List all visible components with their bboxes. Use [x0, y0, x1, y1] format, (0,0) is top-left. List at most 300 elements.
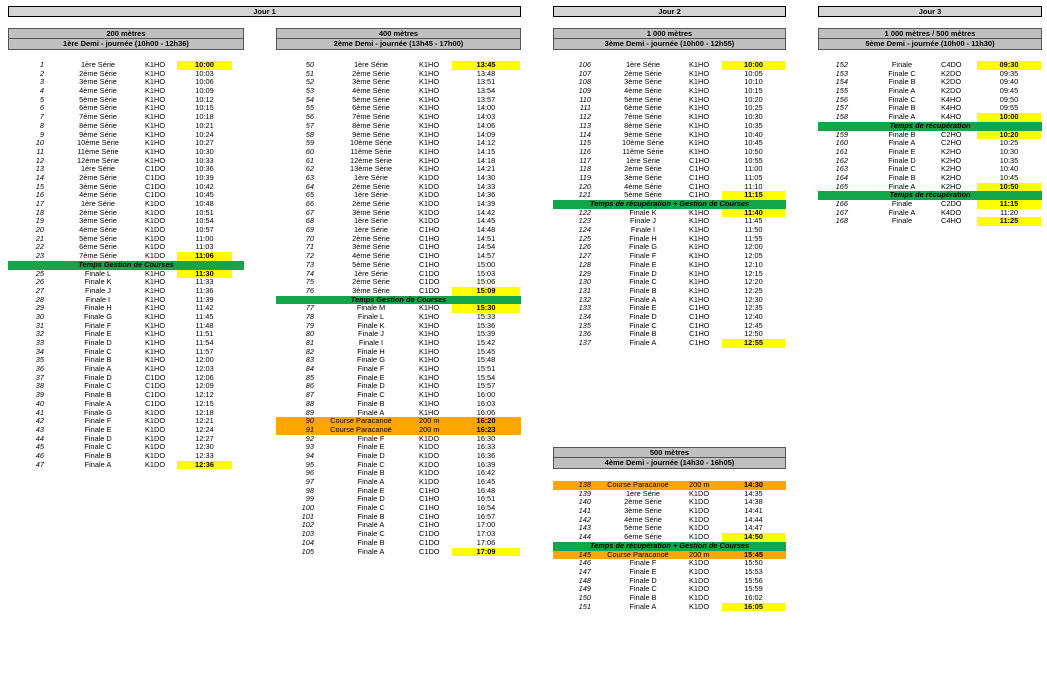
race-number: 8	[39, 120, 44, 130]
race-number: 83	[305, 355, 314, 365]
race-number: 11	[36, 146, 44, 156]
race-time: 10:55	[744, 155, 763, 165]
race-event: Finale B	[357, 511, 385, 521]
race-time: 10:00	[977, 113, 1041, 122]
race-category: K1HO	[145, 129, 166, 139]
race-category: K2HO	[941, 146, 962, 156]
race-number: 136	[578, 329, 591, 339]
race-category: K1HO	[145, 320, 166, 330]
race-event: 3ème Série	[352, 77, 390, 87]
race-number: 154	[835, 77, 848, 87]
race-time: 11:55	[744, 233, 763, 243]
race-event: Finale C	[888, 94, 916, 104]
race-time: 10:45	[195, 190, 214, 200]
race-event: 11ème Série	[622, 146, 664, 156]
race-category: K1HO	[419, 138, 440, 148]
race-number: 9	[39, 129, 44, 139]
race-category: C1DO	[419, 529, 440, 539]
race-number: 115	[579, 138, 591, 148]
race-time: 13:45	[452, 61, 520, 70]
race-event: Finale C	[629, 277, 657, 287]
race-category: K1DO	[419, 172, 440, 182]
race-number: 37	[35, 372, 44, 382]
race-event: Finale A	[84, 398, 112, 408]
race-category: C4DO	[941, 60, 962, 69]
race-category: K1HO	[689, 94, 710, 104]
race-category: K1HO	[419, 320, 440, 330]
race-number: 14	[35, 172, 44, 182]
race-event: 5ème Série	[79, 94, 117, 104]
race-number: 33	[35, 338, 44, 347]
race-number: 107	[578, 68, 591, 78]
race-time: 09:35	[999, 68, 1019, 78]
race-category: C1HO	[419, 242, 440, 252]
race-category: K1HO	[689, 285, 710, 295]
race-time: 11:51	[195, 329, 214, 339]
section-title: 200 mètres	[8, 28, 244, 39]
section-header-200m	[8, 28, 244, 50]
race-time: 16:30	[476, 433, 496, 443]
race-event: Finale C	[357, 503, 385, 513]
race-event: Finale F	[357, 433, 385, 443]
race-category: K1HO	[689, 120, 710, 130]
race-time: 15:33	[476, 311, 496, 321]
race-category: K1HO	[419, 329, 440, 339]
race-number: 17	[35, 199, 44, 208]
race-event: Finale E	[629, 259, 657, 269]
race-category: K1DO	[689, 601, 710, 611]
race-number: 160	[835, 138, 848, 148]
break-row: Temps Gestion de Courses	[8, 261, 244, 270]
race-number: 69	[305, 225, 314, 235]
race-event: Finale D	[888, 155, 916, 165]
race-number: 55	[305, 103, 314, 113]
race-time: 12:12	[195, 390, 214, 400]
race-category: K1DO	[419, 433, 440, 443]
race-number: 109	[578, 86, 591, 96]
race-number: 30	[35, 311, 44, 321]
race-category: K1HO	[145, 294, 166, 304]
race-category: K1HO	[419, 60, 440, 69]
race-time: 10:25	[744, 103, 763, 113]
race-time: 10:50	[744, 146, 763, 156]
race-number: 72	[305, 251, 314, 261]
race-number: 20	[35, 225, 44, 235]
race-category: C1HO	[689, 172, 710, 182]
race-category: K1HO	[689, 112, 710, 122]
race-time: 11:25	[977, 217, 1041, 226]
race-event: 2ème Série	[79, 207, 117, 217]
race-number: 93	[305, 442, 314, 452]
race-category: K1HO	[145, 285, 166, 295]
race-event: Course Paracanoë	[330, 424, 392, 434]
race-event: 6ème Série	[352, 103, 390, 113]
race-row	[276, 548, 521, 557]
race-category: K1HO	[145, 277, 166, 287]
race-number: 123	[578, 216, 591, 226]
race-category: K1HO	[145, 346, 166, 356]
race-number: 116	[579, 146, 591, 156]
race-number: 142	[578, 514, 591, 524]
race-category: K4HO	[941, 94, 962, 104]
race-category: C1DO	[145, 181, 166, 191]
race-category: K1DO	[689, 566, 710, 576]
race-category: K1HO	[689, 146, 710, 156]
race-event: 7ème Série	[624, 112, 662, 122]
race-event: Course Paracanoë	[607, 549, 669, 559]
race-time: 11:06	[177, 252, 232, 261]
race-time: 12:20	[744, 277, 763, 287]
race-number: 101	[301, 511, 314, 521]
race-category: K1HO	[145, 60, 166, 69]
race-category: K2DO	[941, 77, 962, 87]
race-event: Finale H	[629, 233, 657, 243]
race-event: 3ème Série	[79, 181, 117, 191]
race-time: 15:57	[476, 381, 496, 391]
race-category: K1DO	[145, 233, 166, 243]
race-category: K4HO	[941, 103, 962, 113]
race-number: 44	[35, 433, 44, 443]
break-row: Temps de récupération	[818, 122, 1042, 131]
race-category: K1HO	[419, 155, 440, 165]
race-time: 10:30	[195, 146, 214, 156]
race-time: 15:00	[476, 259, 496, 269]
race-event: Finale	[891, 60, 913, 69]
race-number: 66	[305, 199, 314, 208]
race-event: Finale B	[357, 468, 385, 478]
race-time: 11:57	[195, 346, 214, 356]
race-time: 14:41	[744, 506, 763, 516]
race-category: K1HO	[419, 94, 440, 104]
race-time: 12:30	[195, 442, 214, 452]
race-category: K1HO	[145, 268, 166, 278]
race-event: Finale A	[888, 86, 916, 96]
race-row	[818, 217, 1042, 226]
race-event: 4ème Série	[624, 181, 662, 191]
race-number: 19	[35, 216, 44, 226]
race-time: 16:54	[476, 503, 496, 513]
race-event: 1ère Série	[353, 268, 389, 278]
race-category: K1HO	[145, 146, 166, 156]
race-time: 14:38	[744, 497, 763, 507]
race-time: 14:30	[744, 480, 763, 489]
race-time: 12:15	[195, 398, 214, 408]
race-event: 10ème Série	[77, 138, 119, 148]
race-time: 10:12	[195, 94, 214, 104]
race-category: K1HO	[145, 329, 166, 339]
race-number: 91	[305, 424, 314, 434]
race-event: 1ère Série	[80, 60, 116, 69]
race-number: 54	[305, 94, 314, 104]
race-category: C1HO	[419, 225, 440, 235]
race-event: 5ème Série	[352, 94, 390, 104]
race-row	[553, 603, 786, 612]
race-event: Finale C	[629, 584, 657, 594]
race-event: Finale A	[357, 546, 385, 556]
race-number: 100	[301, 503, 314, 513]
race-number: 23	[35, 251, 44, 261]
race-event: 8ème Série	[624, 120, 662, 130]
race-number: 147	[578, 566, 591, 576]
race-event: Finale F	[84, 320, 112, 330]
race-time: 11:15	[977, 200, 1041, 209]
race-event: 2ème Série	[352, 277, 390, 287]
race-event: Finale D	[629, 311, 657, 321]
race-category: K1DO	[419, 190, 440, 200]
race-time: 12:33	[195, 450, 214, 460]
race-time: 11:40	[722, 209, 785, 218]
race-number: 137	[578, 338, 591, 347]
race-event: Finale D	[84, 372, 112, 382]
race-category: K1HO	[145, 303, 166, 313]
race-number: 85	[305, 372, 314, 382]
race-category: K2DO	[941, 86, 962, 96]
race-time: 10:09	[195, 86, 214, 96]
race-event: Finale F	[357, 364, 385, 374]
race-number: 35	[35, 355, 44, 365]
race-event: 11ème Série	[350, 146, 392, 156]
race-event: Finale C	[357, 529, 385, 539]
race-time: 14:00	[476, 103, 496, 113]
race-number: 118	[579, 164, 591, 174]
race-event: Finale A	[84, 364, 112, 374]
race-category: K1HO	[145, 103, 166, 113]
race-time: 16:57	[476, 511, 496, 521]
race-time: 17:00	[476, 520, 496, 530]
race-event: Finale K	[84, 277, 112, 287]
race-time: 12:27	[195, 433, 214, 443]
race-time: 12:21	[195, 416, 214, 426]
race-time: 15:03	[476, 268, 496, 278]
race-event: Finale C	[357, 459, 385, 469]
race-category: K1HO	[419, 355, 440, 365]
race-number: 135	[578, 320, 591, 330]
race-event: 2ème Série	[624, 164, 662, 174]
race-event: Finale K	[357, 320, 385, 330]
race-category: K1DO	[145, 225, 166, 235]
race-time: 12:24	[195, 424, 214, 434]
race-number: 2	[39, 68, 44, 78]
race-number: 74	[305, 268, 314, 278]
race-event: Finale K	[629, 207, 657, 217]
race-category: K2HO	[941, 164, 962, 174]
race-number: 67	[305, 207, 314, 217]
race-category: C1DO	[419, 285, 440, 295]
race-category: K1DO	[419, 199, 440, 208]
race-category: K1HO	[145, 311, 166, 321]
race-number: 25	[35, 268, 44, 278]
section-title: 1 000 mètres / 500 mètres	[818, 28, 1042, 39]
race-number: 39	[35, 390, 44, 400]
race-number: 104	[301, 537, 314, 547]
race-time: 10:33	[195, 155, 214, 165]
race-list-1000m	[553, 61, 786, 348]
race-time: 10:45	[744, 138, 763, 148]
race-number: 45	[35, 442, 44, 452]
race-category: C1HO	[689, 155, 710, 165]
race-time: 14:30	[476, 172, 496, 182]
race-category: C1HO	[419, 485, 440, 495]
race-number: 26	[35, 277, 44, 287]
race-category: C1DO	[145, 398, 166, 408]
race-time: 11:33	[195, 277, 214, 287]
race-event: 2ème Série	[352, 181, 390, 191]
race-category: K1HO	[419, 311, 440, 321]
race-category: K1DO	[689, 488, 710, 498]
race-event: Finale A	[888, 181, 916, 191]
race-category: K1HO	[689, 216, 710, 226]
race-list-200m	[8, 61, 244, 469]
race-number: 143	[578, 523, 591, 533]
race-time: 13:48	[476, 68, 496, 78]
race-number: 164	[835, 172, 848, 182]
race-event: 3ème Série	[352, 207, 390, 217]
race-event: 3ème Série	[352, 285, 390, 295]
race-time: 10:10	[744, 77, 763, 87]
race-time: 12:45	[744, 320, 763, 330]
race-event: 4ème Série	[79, 190, 117, 200]
race-time: 17:06	[476, 537, 496, 547]
race-event: Finale B	[888, 129, 916, 139]
race-time: 12:15	[744, 268, 763, 278]
race-event: Finale I	[630, 225, 656, 235]
race-category: C1HO	[419, 520, 440, 530]
race-event: 2ème Série	[352, 68, 390, 78]
race-event: 1ère Série	[80, 199, 116, 208]
race-time: 16:05	[722, 603, 785, 612]
race-number: 86	[305, 381, 314, 391]
race-event: Finale D	[629, 268, 657, 278]
race-event: Finale C	[888, 68, 916, 78]
race-time: 14:18	[476, 155, 496, 165]
race-event: Finale A	[888, 138, 916, 148]
race-event: 1ère Série	[353, 190, 389, 200]
race-time: 10:45	[999, 172, 1019, 182]
race-time: 13:57	[476, 94, 496, 104]
race-time: 14:35	[744, 488, 763, 498]
race-number: 162	[835, 155, 848, 165]
race-number: 41	[35, 407, 44, 417]
race-time: 10:03	[195, 68, 214, 78]
race-category: K1HO	[689, 225, 710, 235]
break-row: Temps de récupération + Gestion de Courses	[553, 200, 786, 209]
race-time: 10:30	[744, 112, 763, 122]
race-number: 131	[578, 285, 591, 295]
race-category: K1HO	[419, 381, 440, 391]
race-category: C1HO	[689, 329, 710, 339]
race-number: 97	[305, 477, 314, 486]
race-number: 34	[35, 346, 44, 356]
race-event: Finale B	[629, 285, 657, 295]
race-event: 7ème Série	[79, 112, 117, 122]
race-time: 10:35	[999, 155, 1019, 165]
race-event: Finale B	[629, 592, 657, 602]
race-category: K1HO	[145, 338, 166, 347]
race-number: 60	[305, 146, 314, 156]
race-event: 2ème Série	[352, 233, 390, 243]
race-category: K1HO	[419, 372, 440, 382]
race-time: 11:03	[195, 242, 214, 252]
race-event: 12ème Série	[77, 155, 119, 165]
race-time: 14:54	[476, 242, 496, 252]
race-event: 3ème Série	[624, 77, 662, 87]
race-time: 16:51	[476, 494, 496, 504]
race-time: 15:30	[452, 304, 520, 313]
race-event: 1ère Série	[353, 216, 389, 226]
race-number: 120	[578, 181, 591, 191]
section-header-1000m	[553, 28, 786, 50]
race-time: 12:05	[744, 251, 763, 261]
race-number: 3	[39, 77, 44, 87]
race-time: 11:42	[195, 303, 214, 313]
race-event: 12ème Série	[350, 155, 392, 165]
race-time: 15:06	[476, 277, 496, 287]
race-number: 38	[35, 381, 44, 391]
race-number: 63	[305, 172, 314, 182]
race-event: Finale I	[85, 294, 111, 304]
race-time: 10:24	[195, 129, 214, 139]
race-category: K1DO	[689, 497, 710, 507]
race-time: 12:35	[744, 303, 763, 313]
race-event: Finale D	[84, 433, 112, 443]
race-category: C2DO	[941, 199, 962, 208]
race-event: Finale A	[357, 477, 385, 486]
race-time: 15:48	[476, 355, 496, 365]
race-number: 111	[579, 103, 591, 113]
race-category: K1DO	[145, 442, 166, 452]
race-event: Finale E	[888, 146, 916, 156]
race-event: Finale E	[84, 424, 112, 434]
race-number: 126	[578, 242, 591, 252]
race-time: 11:10	[744, 181, 763, 191]
race-time: 15:45	[744, 549, 763, 559]
race-number: 168	[835, 216, 848, 226]
race-event: Finale I	[358, 338, 384, 347]
section-header-1000m-500m	[818, 28, 1042, 50]
race-time: 12:06	[195, 372, 214, 382]
race-time: 15:50	[744, 558, 763, 568]
race-category: K1HO	[689, 251, 710, 261]
race-number: 80	[305, 329, 314, 339]
race-time: 11:54	[195, 338, 214, 347]
race-number: 152	[835, 60, 848, 69]
race-number: 158	[835, 112, 848, 122]
race-number: 130	[578, 277, 591, 287]
race-time: 16:42	[476, 468, 496, 478]
race-number: 64	[305, 181, 314, 191]
race-number: 36	[35, 364, 44, 374]
race-category: K4HO	[941, 112, 962, 122]
race-number: 12	[35, 155, 44, 165]
race-time: 10:35	[744, 120, 763, 130]
race-event: Finale A	[84, 459, 112, 469]
race-number: 78	[305, 311, 314, 321]
race-category: K1DO	[145, 450, 166, 460]
race-event: 13ème Série	[350, 164, 392, 174]
race-time: 10:42	[195, 181, 214, 191]
race-list-1000m-500m	[818, 61, 1042, 226]
section-title: 500 mètres	[553, 447, 786, 458]
race-category: C4HO	[941, 216, 962, 226]
race-event: Finale C	[629, 320, 657, 330]
race-number: 144	[578, 532, 591, 542]
race-event: Finale E	[84, 329, 112, 339]
race-category: C1HO	[689, 311, 710, 321]
section-subtitle: 3ème Demi - journée (10h00 - 12h55)	[553, 39, 786, 50]
section-subtitle: 5ème Demi - journée (10h00 - 11h30)	[818, 39, 1042, 50]
section-subtitle: 1ère Demi - journée (10h00 - 12h36)	[8, 39, 244, 50]
race-number: 62	[305, 164, 314, 174]
